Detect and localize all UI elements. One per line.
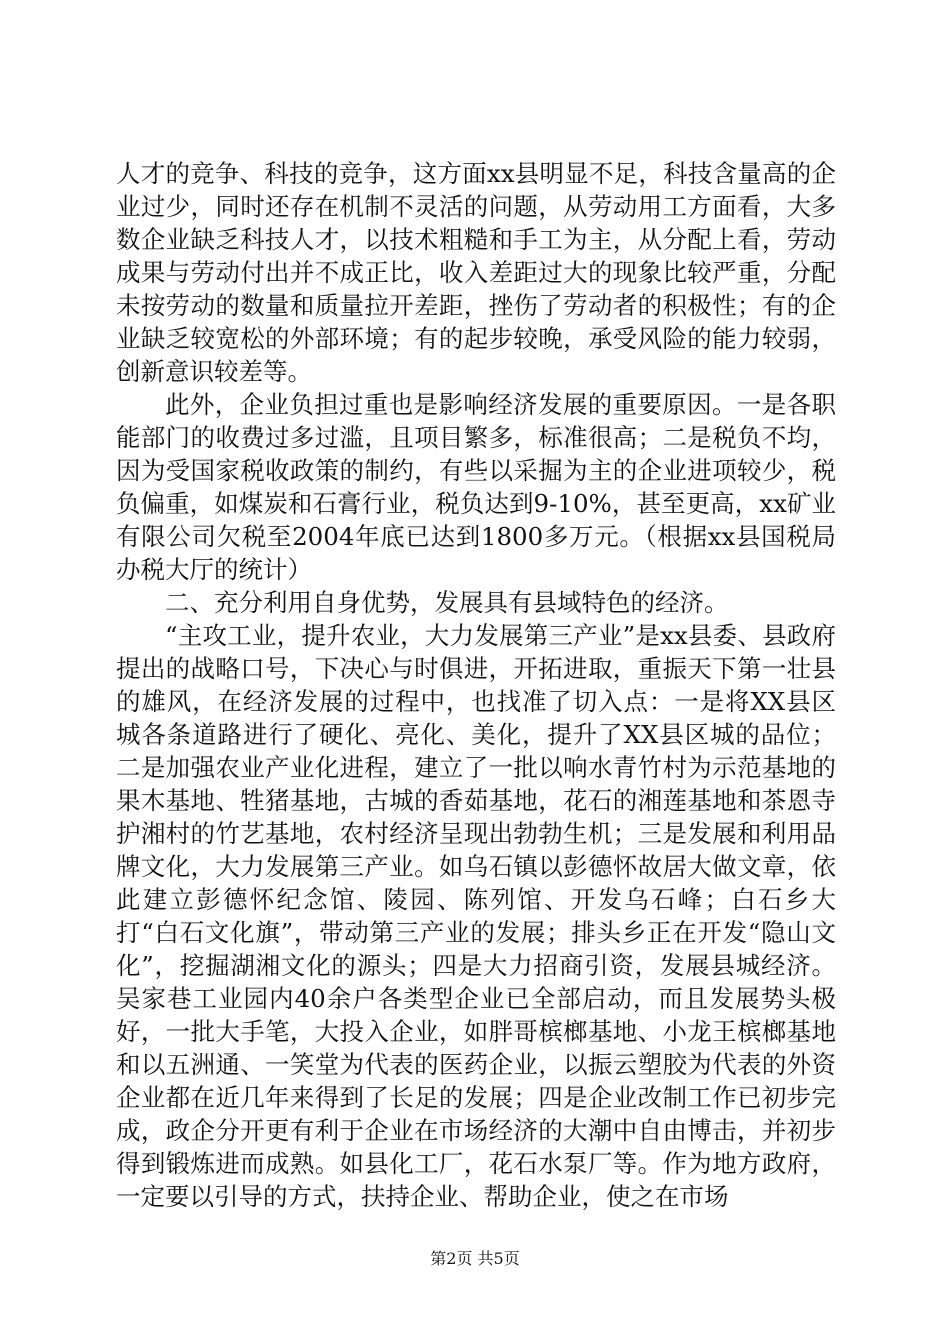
paragraph-2: 此外，企业负担过重也是影响经济发展的重要原因。一是各职能部门的收费过多过滥，且项目繁多，标准很高；二是税负不均，因为受国家税收政策的制约，有些以采掘为主的企业进项较少，税负偏重，如煤炭和石膏行业，税负达到9-10%，甚至更高，xx矿业有限公司欠税至2004年底已达到1800多万元。（根据xx县国税局办税大厅的统计） [116,390,836,584]
paragraph-1: 人才的竞争、科技的竞争，这方面xx县明显不足，科技含量高的企业过少，同时还存在机制不灵活的问题，从劳动用工方面看，大多数企业缺乏科技人才，以技术粗糙和手工为主，从分配上看，劳动成果与劳动付出并不成正比，收入差距过大的现象比较严重，分配未按劳动的数量和质量拉开差距，挫伤了劳动者的积极性；有的企业缺乏较宽松的外部环境；有的起步较晚，承受风险的能力较弱，创新意识较差等。 [116,159,836,386]
paragraph-3: “主攻工业，提升农业，大力发展第三产业”是xx县委、县政府提出的战略口号，下决心与时俱进，开拓进取，重振天下第一壮县的雄风，在经济发展的过程中，也找准了切入点：一是将XX县区城各条道路进行了硬化、亮化、美化，提升了XX县区城的品位；二是加强农业产业化进程，建立了一批以响水青竹村为示范基地的果木基地、牲猪基地，古城的香茹基地，花石的湘莲基地和茶恩寺护湘村的竹艺基地，农村经济呈现出勃勃生机；三是发展和利用品牌文化，大力发展第三产业。如乌石镇以彭德怀故居大做文章，依此建立彭德怀纪念馆、陵园、陈列馆、开发乌石峰；白石乡大打“白石文化旗”，带动第三产业的发展；排头乡正在开发“隐山文化”，挖掘湖湘文化的源头；四是大力招商引资，发展县城经济。吴家巷工业园内40余户各类型企业已全部启动，而且发展势头极好，一批大手笔，大投入企业，如胖哥槟榔基地、小龙王槟榔基地和以五洲通、一笑堂为代表的医药企业，以振云塑胶为代表的外资企业都在近几年来得到了长足的发展；四是企业改制工作已初步完成，政企分开更有利于企业在市场经济的大潮中自由博击，并初步得到锻炼进而成熟。如县化工厂，花石水泵厂等。作为地方政府，一定要以引导的方式，扶持企业、帮助企业，使之在市场 [116,621,836,1211]
section-heading: 二、充分利用自身优势，发展具有县域特色的经济。 [165,588,729,617]
document-body [116,157,836,1213]
page-footer: 第2页 共5页 [430,1249,520,1268]
